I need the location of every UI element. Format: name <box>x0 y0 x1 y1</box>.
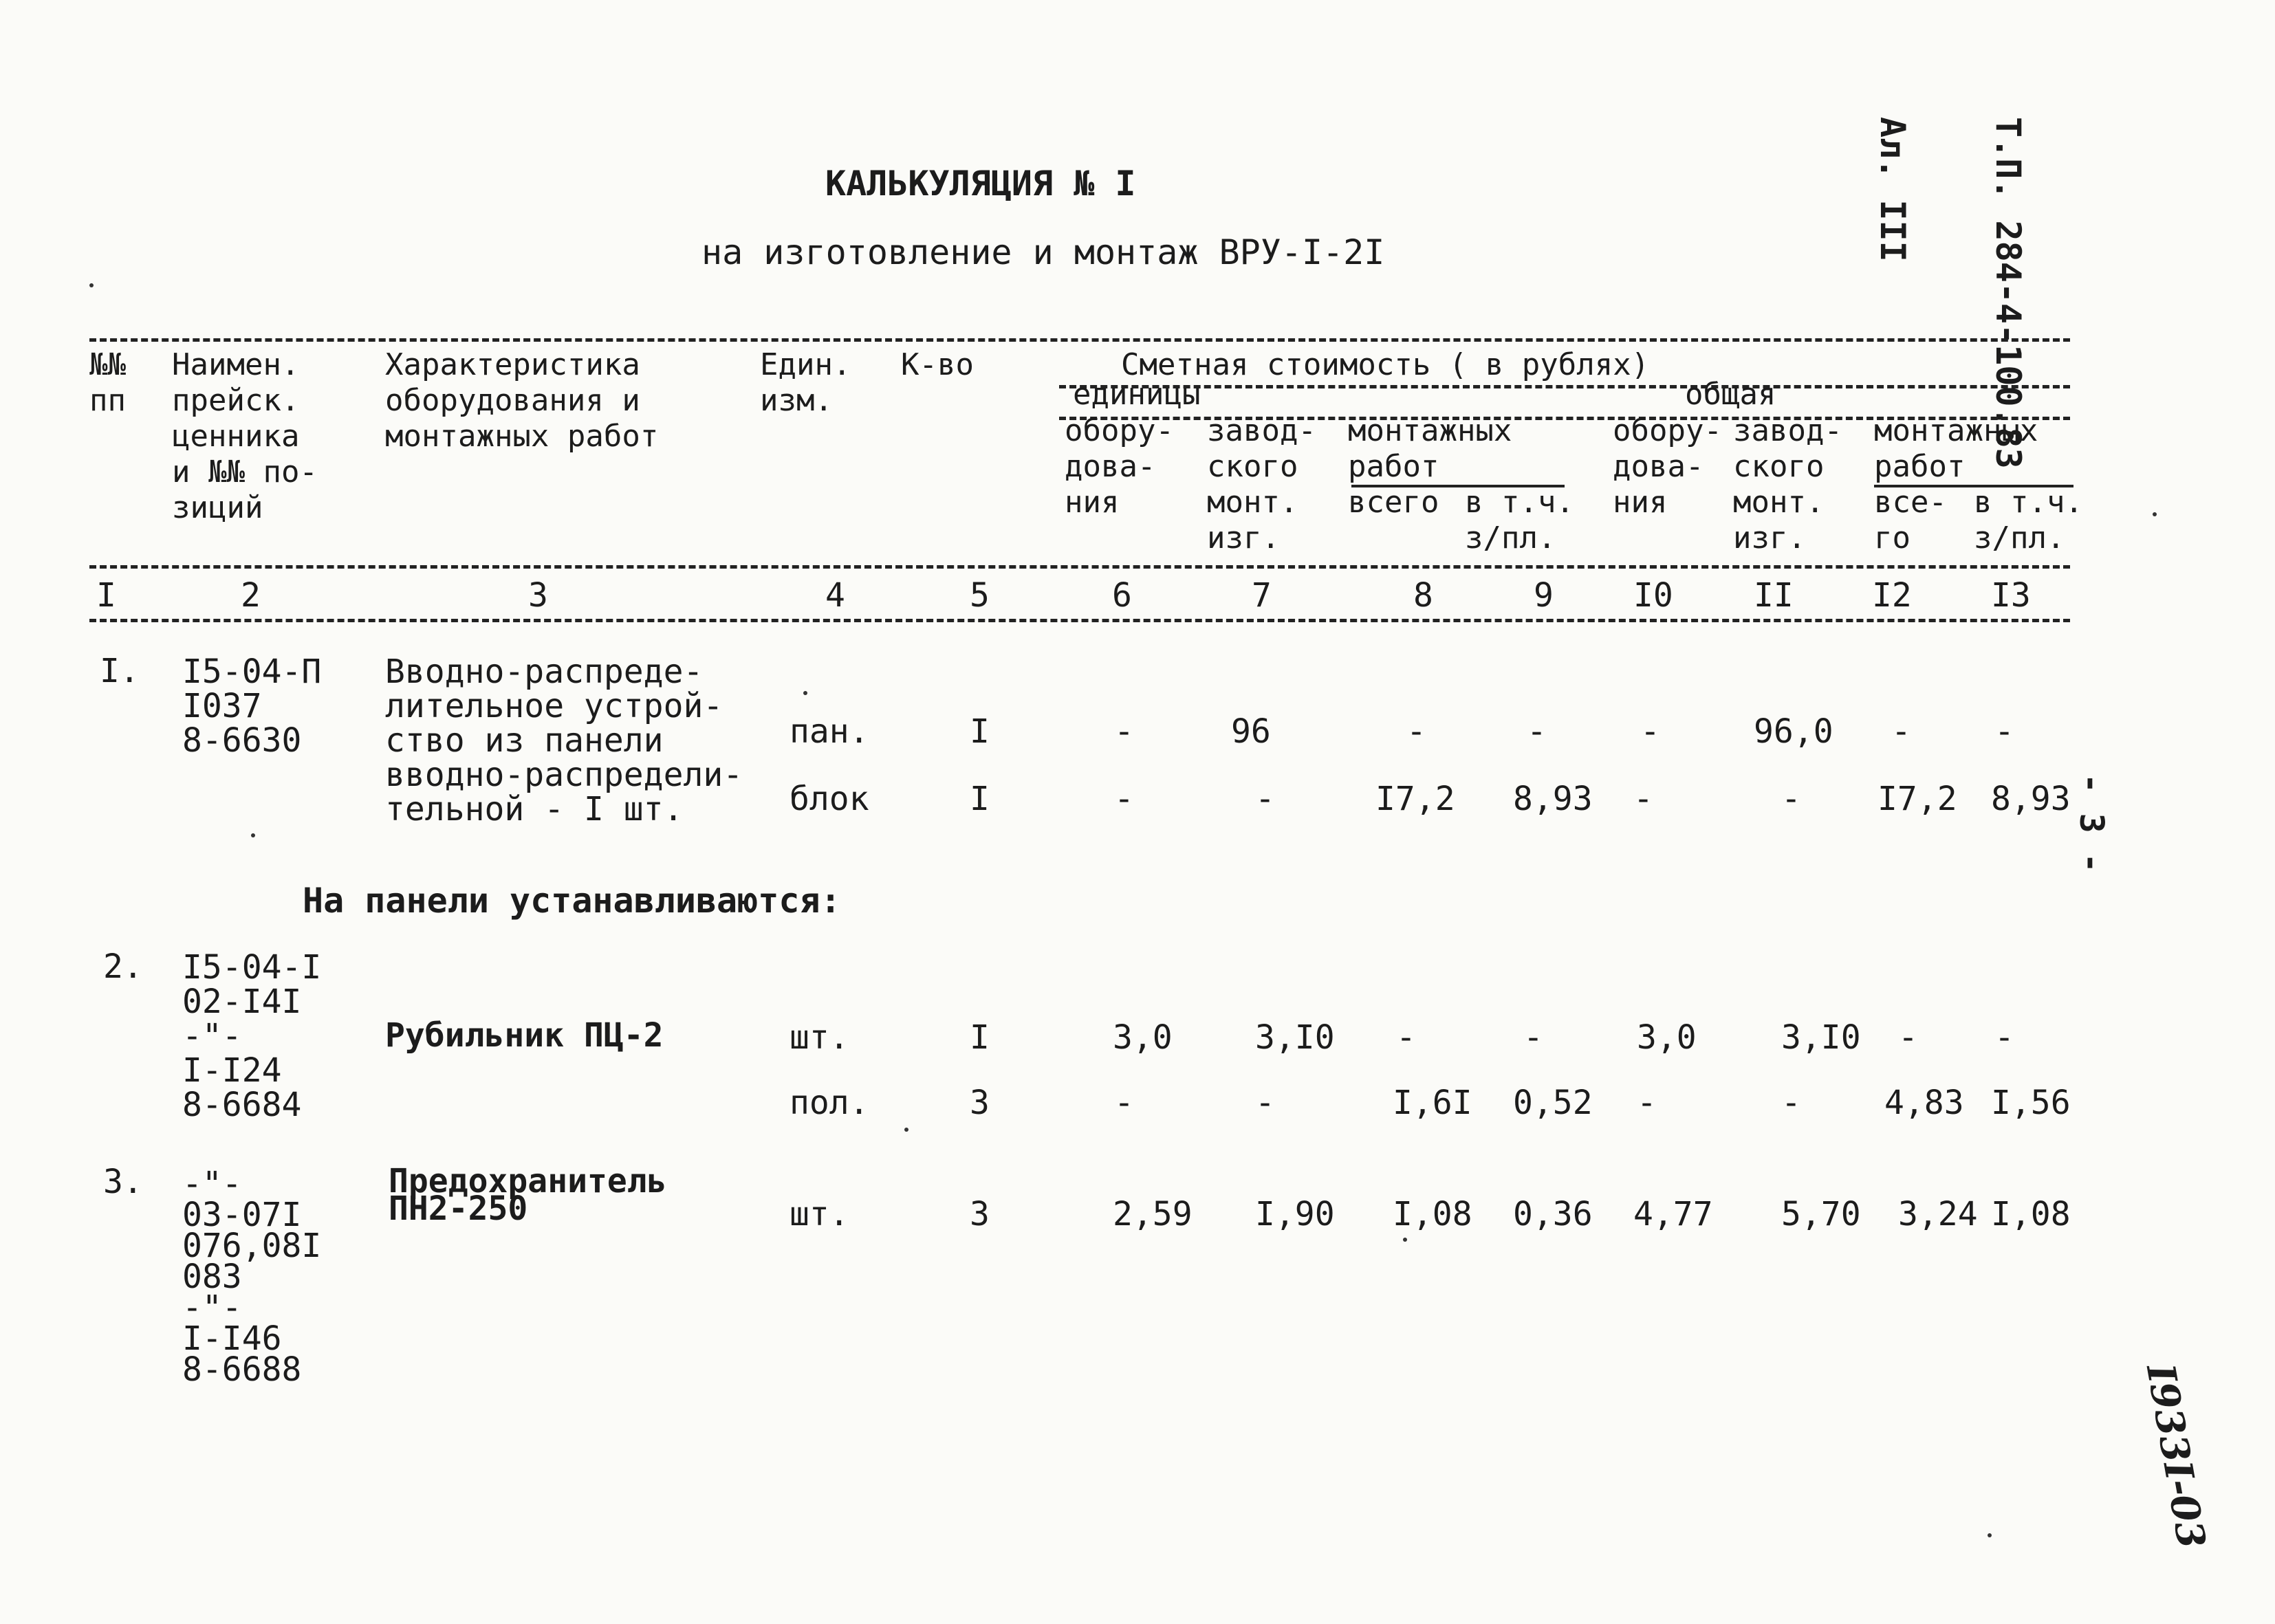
cell-c10: 3,0 <box>1637 1018 1697 1057</box>
cell-c13: - <box>1994 1018 2014 1057</box>
header-total-group: общая <box>1685 377 1776 412</box>
colnum-7: 7 <box>1252 576 1272 615</box>
cell-c9: 0,36 <box>1513 1195 1593 1233</box>
colnum-13: I3 <box>1991 576 2031 615</box>
cell-c7: - <box>1255 780 1275 818</box>
header-equip: обору- дова- ния <box>1065 413 1174 520</box>
cell-c10: - <box>1640 712 1660 751</box>
row-code: -"- 03-07I 076,08I 083 -"- I-I46 8-6688 <box>182 1165 322 1389</box>
colnum-5: 5 <box>970 576 990 615</box>
cell-qty: I <box>970 780 990 818</box>
header-unit: Един. изм. <box>760 347 851 418</box>
side-code-line2: Ал. III <box>1873 117 1913 262</box>
column-numbers-rule <box>89 619 2070 622</box>
cell-c12: 3,24 <box>1898 1195 1978 1233</box>
header-top-rule <box>89 338 2070 342</box>
cell-c11: - <box>1781 1084 1801 1122</box>
colnum-2: 2 <box>241 576 261 615</box>
cell-c6: 3,0 <box>1113 1018 1173 1057</box>
cell-qty: 3 <box>970 1195 990 1233</box>
cell-c7: I,90 <box>1255 1195 1335 1233</box>
colnum-6: 6 <box>1112 576 1132 615</box>
cell-c9: 8,93 <box>1513 780 1593 818</box>
header-cost-group: Сметная стоимость ( в рублях) <box>1121 347 1650 382</box>
row-num: I. <box>100 652 140 690</box>
speck <box>803 691 807 695</box>
cell-c12: 4,83 <box>1884 1084 1964 1122</box>
cell-qty: I <box>970 712 990 751</box>
cell-c13: I,08 <box>1991 1195 2071 1233</box>
section-note: На панели устанавливаются: <box>303 881 841 921</box>
cell-c6: - <box>1114 780 1134 818</box>
cell-c12: - <box>1898 1018 1918 1057</box>
cell-c8: I7,2 <box>1375 780 1455 818</box>
colnum-3: 3 <box>528 576 548 615</box>
row-desc: Предохранитель ПН2-250 <box>389 1162 667 1228</box>
colnum-11: II <box>1754 576 1794 615</box>
header-install: монтажных работ <box>1348 413 1512 484</box>
header-unit-group: единицы <box>1073 377 1201 412</box>
cell-c13: 8,93 <box>1991 780 2071 818</box>
cell-qty: 3 <box>970 1084 990 1122</box>
cell-c9: 0,52 <box>1513 1084 1593 1122</box>
cell-c7: 96 <box>1231 712 1271 751</box>
header-t-incl: в т.ч. з/пл. <box>1974 485 2083 556</box>
colnum-12: I2 <box>1872 576 1912 615</box>
colnum-8: 8 <box>1413 576 1433 615</box>
page-mark: - 3 - <box>2072 773 2111 873</box>
speck <box>2153 512 2157 516</box>
row-num: 2. <box>103 947 143 986</box>
cell-c12: I7,2 <box>1877 780 1957 818</box>
cell-c10: - <box>1637 1084 1657 1122</box>
colnum-10: I0 <box>1633 576 1673 615</box>
archive-number: I933I-03 <box>2137 1361 2214 1552</box>
speck <box>251 833 255 837</box>
cell-unit: пан. <box>790 712 869 751</box>
colnum-4: 4 <box>825 576 845 615</box>
header-t-install: монтажных работ <box>1874 413 2038 484</box>
colnum-9: 9 <box>1534 576 1554 615</box>
header-all: всего <box>1348 485 1439 520</box>
cell-c11: 96,0 <box>1754 712 1833 751</box>
cell-c6: 2,59 <box>1113 1195 1193 1233</box>
row-code: I5-04-П I037 8-6630 <box>182 652 322 760</box>
cell-c8: I,6I <box>1393 1084 1472 1122</box>
header-t-equip: обору- дова- ния <box>1613 413 1722 520</box>
cell-unit: пол. <box>790 1084 869 1122</box>
cell-unit: шт. <box>790 1018 849 1057</box>
cell-c8: I,08 <box>1393 1195 1472 1233</box>
cell-c6: - <box>1114 712 1134 751</box>
cell-c7: 3,I0 <box>1255 1018 1335 1057</box>
cell-unit: шт. <box>790 1195 849 1233</box>
cell-c11: - <box>1781 780 1801 818</box>
cell-c11: 3,I0 <box>1781 1018 1861 1057</box>
header-desc: Характеристика оборудования и монтажных работ <box>385 347 659 454</box>
speck <box>1403 1238 1407 1242</box>
cell-c11: 5,70 <box>1781 1195 1861 1233</box>
colnum-1: I <box>96 576 116 615</box>
speck <box>89 283 94 287</box>
cell-unit: блок <box>790 780 869 818</box>
cell-c9: - <box>1527 712 1547 751</box>
header-qty: К-во <box>901 347 974 382</box>
header-incl: в т.ч. з/пл. <box>1465 485 1574 556</box>
cell-c6: - <box>1114 1084 1134 1122</box>
row-code: I5-04-I 02-I4I -"- I-I24 8-6684 <box>182 948 322 1124</box>
cell-qty: I <box>970 1018 990 1057</box>
document-subtitle: на изготовление и монтаж ВРУ-I-2I <box>701 232 1385 272</box>
document-title: КАЛЬКУЛЯЦИЯ № I <box>825 164 1136 204</box>
header-bottom-rule <box>89 565 2070 569</box>
cell-c8: - <box>1396 1018 1416 1057</box>
row-desc: Рубильник ПЦ-2 <box>385 1016 664 1055</box>
cell-c12: - <box>1891 712 1911 751</box>
header-code: Наимен. прейск. ценника и №№ по- зиций <box>172 347 318 525</box>
header-factory: завод- ского монт. изг. <box>1207 413 1316 556</box>
cell-c7: - <box>1255 1084 1275 1122</box>
header-t-factory: завод- ского монт. изг. <box>1733 413 1842 556</box>
cost-group-rule <box>1059 385 2070 388</box>
cell-c9: - <box>1523 1018 1543 1057</box>
cell-c10: 4,77 <box>1633 1195 1713 1233</box>
row-num: 3. <box>103 1163 143 1201</box>
speck <box>904 1128 908 1132</box>
header-num: №№ пп <box>89 347 126 418</box>
side-code-line1: Т.П. 284-4-100.83 <box>1988 117 2028 469</box>
speck <box>1988 1533 1992 1537</box>
cell-c13: - <box>1994 712 2014 751</box>
cell-c8: - <box>1406 712 1426 751</box>
header-t-all: все- го <box>1874 485 1947 556</box>
row-desc: Вводно-распреде- лительное устрой- ство из панели вводно-распредели- тельной - I шт. <box>385 652 743 829</box>
cell-c10: - <box>1633 780 1653 818</box>
cell-c13: I,56 <box>1991 1084 2071 1122</box>
